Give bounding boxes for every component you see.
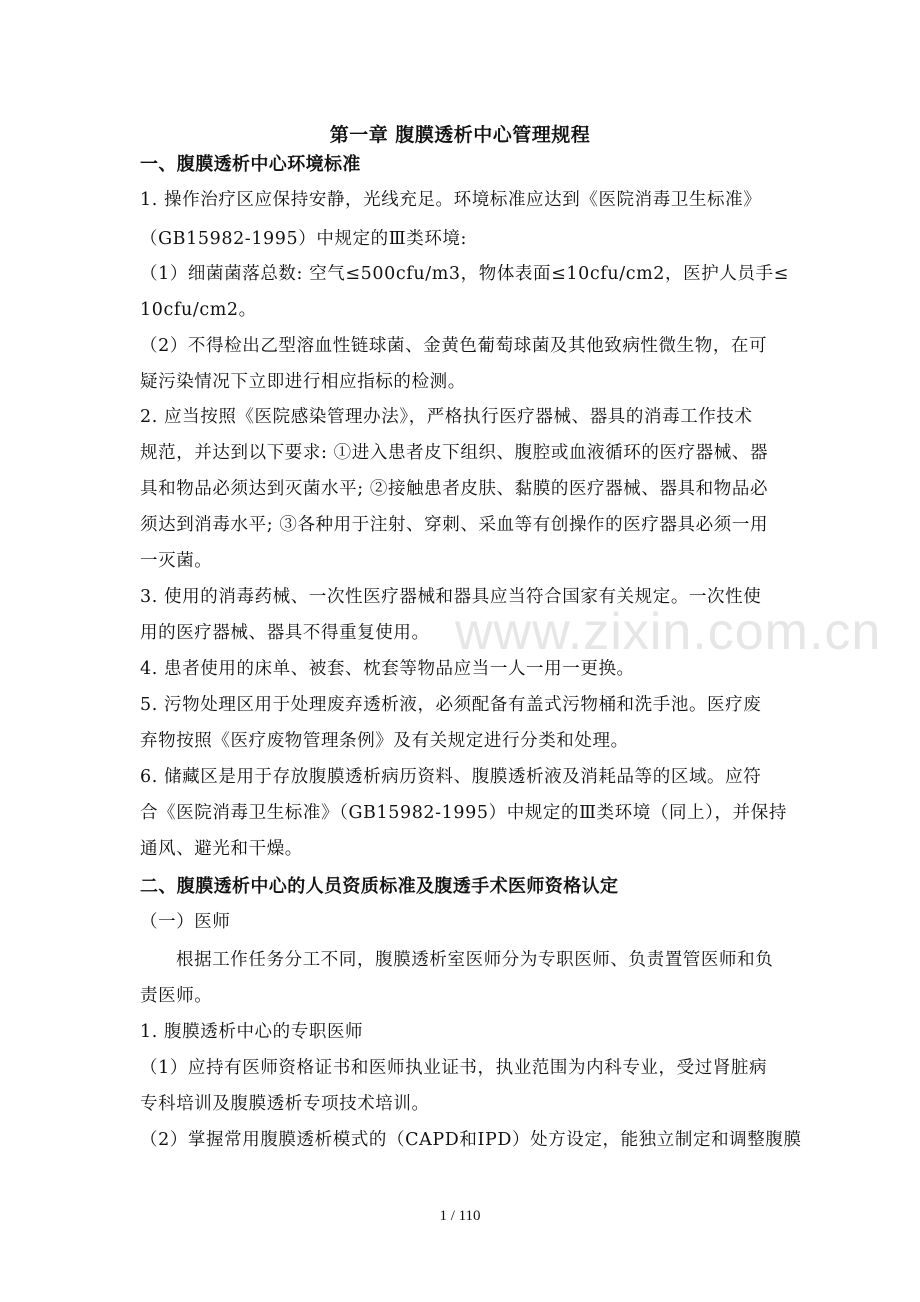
paragraph-line: 疑污染情况下立即进行相应指标的检测。 [140, 372, 466, 392]
paragraph-line: （2）掌握常用腹膜透析模式的（CAPD和IPD）处方设定，能独立制定和调整腹膜 [140, 1130, 802, 1150]
paragraph-line: 1. 腹膜透析中心的专职医师 [140, 1022, 364, 1042]
paragraph-line: 6. 储藏区是用于存放腹膜透析病历资料、腹膜透析液及消耗品等的区域。应符 [140, 767, 762, 787]
paragraph-line: （2）不得检出乙型溶血性链球菌、金黄色葡萄球菌及其他致病性微生物，在可 [140, 336, 768, 356]
paragraph-line: 责医师。 [140, 986, 213, 1006]
paragraph-line: 弃物按照《医疗废物管理条例》及有关规定进行分类和处理。 [140, 731, 629, 751]
section-heading-2: 二、腹膜透析中心的人员资质标准及腹透手术医师资格认定 [140, 876, 619, 897]
paragraph-line: 规范，并达到以下要求: ①进入患者皮下组织、腹腔或血液循环的医疗器械、器 [140, 443, 769, 463]
subsection-heading: （一）医师 [140, 912, 231, 932]
paragraph-line: 根据工作任务分工不同，腹膜透析室医师分为专职医师、负责置管医师和负 [176, 950, 774, 970]
page-number: 1 / 110 [439, 1208, 481, 1224]
paragraph-line: 通风、避光和干燥。 [140, 839, 303, 859]
paragraph-line: 4. 患者使用的床单、被套、枕套等物品应当一人一用一更换。 [140, 659, 635, 679]
section-heading-1: 一、腹膜透析中心环境标准 [140, 154, 361, 175]
paragraph-line: 用的医疗器械、器具不得重复使用。 [140, 623, 430, 643]
watermark: www.zixin.com.cn [455, 603, 882, 661]
paragraph-line: 1. 操作治疗区应保持安静，光线充足。环境标准应达到《医院消毒卫生标准》 [140, 190, 762, 210]
paragraph-line: 2. 应当按照《医院感染管理办法》，严格执行医疗器械、器具的消毒工作技术 [140, 407, 753, 427]
paragraph-line: 5. 污物处理区用于处理废弃透析液，必须配备有盖式污物桶和洗手池。医疗废 [140, 695, 762, 715]
page-title: 第一章 腹膜透析中心管理规程 [329, 124, 591, 146]
paragraph-line: 须达到消毒水平; ③各种用于注射、穿刺、采血等有创操作的医疗器具必须一用 [140, 515, 769, 535]
paragraph-line: 3. 使用的消毒药械、一次性医疗器械和器具应当符合国家有关规定。一次性使 [140, 587, 762, 607]
paragraph-line: 合《医院消毒卫生标准》（GB15982-1995）中规定的Ⅲ类环境（同上），并保持 [140, 803, 787, 823]
paragraph-line: 具和物品必须达到灭菌水平; ②接触患者皮肤、黏膜的医疗器械、器具和物品必 [140, 479, 769, 499]
paragraph-line: （1）应持有医师资格证书和医师执业证书，执业范围为内科专业，受过肾脏病 [140, 1058, 768, 1078]
paragraph-line: 一灭菌。 [140, 551, 213, 571]
paragraph-line: 10cfu/cm2。 [140, 300, 257, 320]
paragraph-line: 专科培训及腹膜透析专项技术培训。 [140, 1094, 430, 1114]
paragraph-line: （GB15982-1995）中规定的Ⅲ类环境: [140, 229, 468, 249]
paragraph-line: （1）细菌菌落总数: 空气≤500cfu/m3，物体表面≤10cfu/cm2，医护人员手≤ [140, 264, 789, 284]
